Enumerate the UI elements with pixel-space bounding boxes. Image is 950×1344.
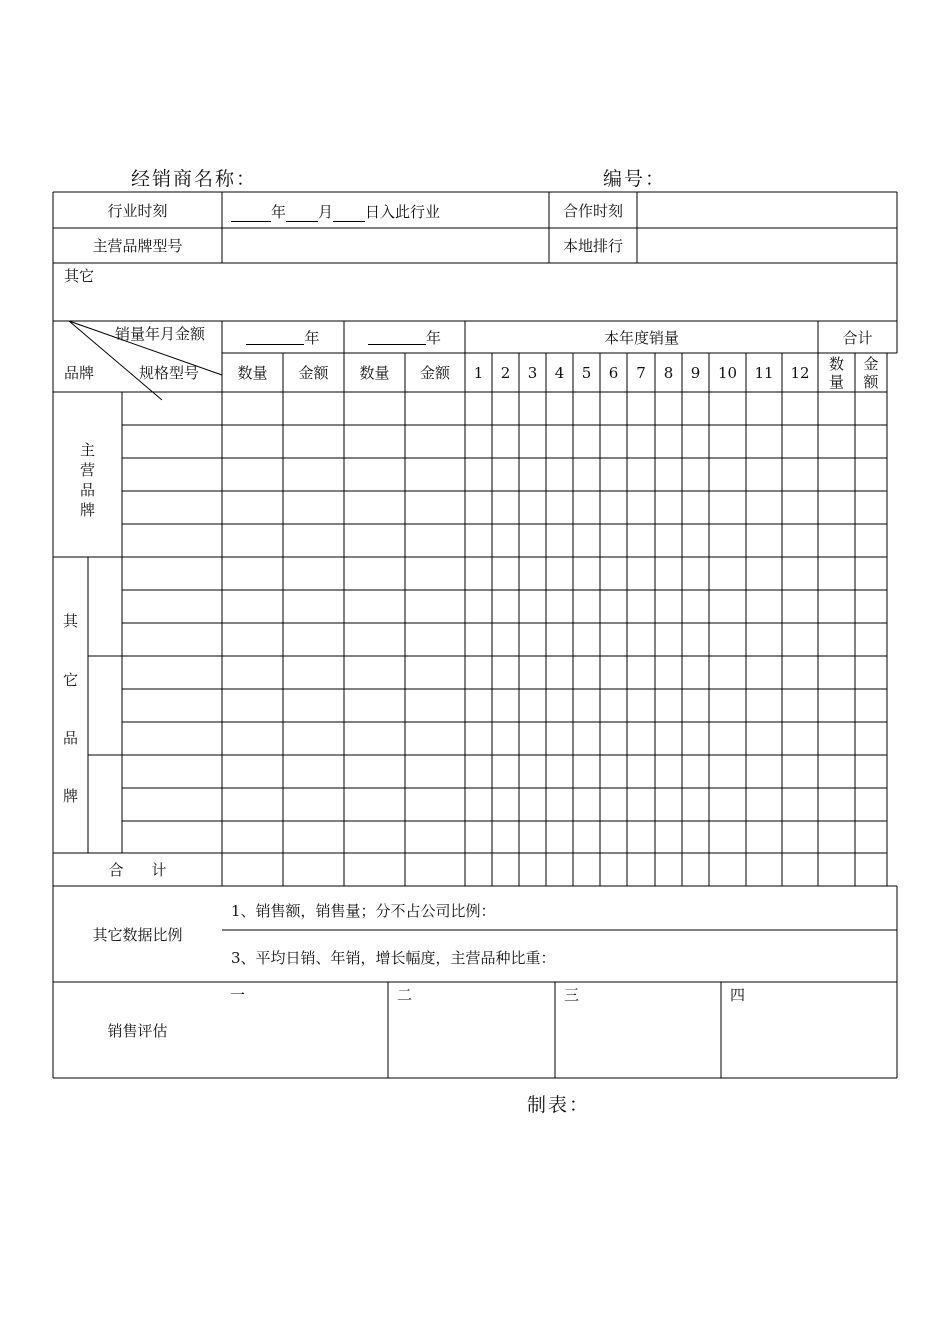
- qty-header-2: 数量: [359, 364, 390, 382]
- other-brand-char: 牌: [62, 787, 78, 805]
- prepared-by-label: 制表：: [527, 1094, 591, 1116]
- month-unit: 月: [318, 203, 334, 221]
- sales-evaluation-label: 销售评估: [107, 1021, 168, 1040]
- other-brand-char: 它: [62, 671, 78, 689]
- day-suffix: 日入此行业: [365, 203, 441, 221]
- local-rank-field[interactable]: [638, 229, 896, 262]
- prev-year-1-header[interactable]: 年: [222, 321, 344, 353]
- month-header: 2: [500, 363, 511, 382]
- dealer-name-label: 经销商名称：: [131, 168, 258, 190]
- other-label: 其它: [64, 267, 95, 285]
- industry-time-field[interactable]: [231, 201, 440, 222]
- other-brand-char: 其: [62, 612, 78, 630]
- month-header: 7: [636, 363, 646, 382]
- evaluation-col-label: 二: [397, 986, 413, 1004]
- amount-header-1: 金额: [298, 364, 329, 382]
- local-rank-label: 本地排行: [562, 237, 623, 255]
- other-brand-char: 品: [62, 729, 78, 747]
- month-header: 10: [717, 363, 738, 382]
- amount-header-2: 金额: [419, 364, 450, 382]
- month-header: 6: [608, 363, 619, 382]
- sum-row-label: 合 计: [108, 861, 167, 879]
- month-header: 11: [754, 363, 774, 382]
- month-header: 4: [554, 363, 565, 382]
- number-label: 编号：: [603, 168, 667, 190]
- evaluation-col-label: 一: [230, 986, 246, 1004]
- month-header: 5: [581, 363, 592, 382]
- evaluation-col-label: 三: [564, 986, 580, 1004]
- month-header: 9: [690, 363, 701, 382]
- other-ratio-label: 其它数据比例: [92, 925, 183, 944]
- month-header: 3: [527, 363, 538, 382]
- main-brand-section-label: 主 营 品 牌: [79, 441, 95, 519]
- evaluation-col-label: 四: [730, 986, 746, 1004]
- diag-left-label: 品牌: [64, 364, 95, 382]
- total-header: 合计: [842, 328, 873, 347]
- ratio-line-1: 1、销售额，销售量；分不占公司比例：: [231, 902, 496, 920]
- prev-year-2-header[interactable]: 年: [344, 321, 465, 353]
- current-year-sales-header: 本年度销量: [603, 328, 679, 347]
- diag-top-label: 销量年月金额: [115, 325, 206, 343]
- other-field[interactable]: [54, 285, 896, 320]
- total-amount-header: 金 额: [863, 354, 879, 391]
- industry-time-label: 行业时刻: [107, 201, 168, 220]
- ratio-line-2: 3、平均日销、年销，增长幅度，主营品种比重：: [231, 949, 556, 967]
- main-brand-model-field[interactable]: [223, 229, 548, 262]
- coop-time-label: 合作时刻: [562, 201, 623, 220]
- month-header: 12: [790, 363, 810, 382]
- coop-time-field[interactable]: [638, 193, 896, 227]
- main-brand-model-label: 主营品牌型号: [92, 237, 183, 255]
- month-header: 1: [473, 363, 484, 382]
- qty-header-1: 数量: [237, 364, 268, 382]
- month-header: 8: [663, 363, 674, 382]
- year-unit: 年: [271, 203, 287, 221]
- diag-mid-label: 规格型号: [139, 364, 200, 382]
- total-qty-header: 数 量: [828, 354, 844, 391]
